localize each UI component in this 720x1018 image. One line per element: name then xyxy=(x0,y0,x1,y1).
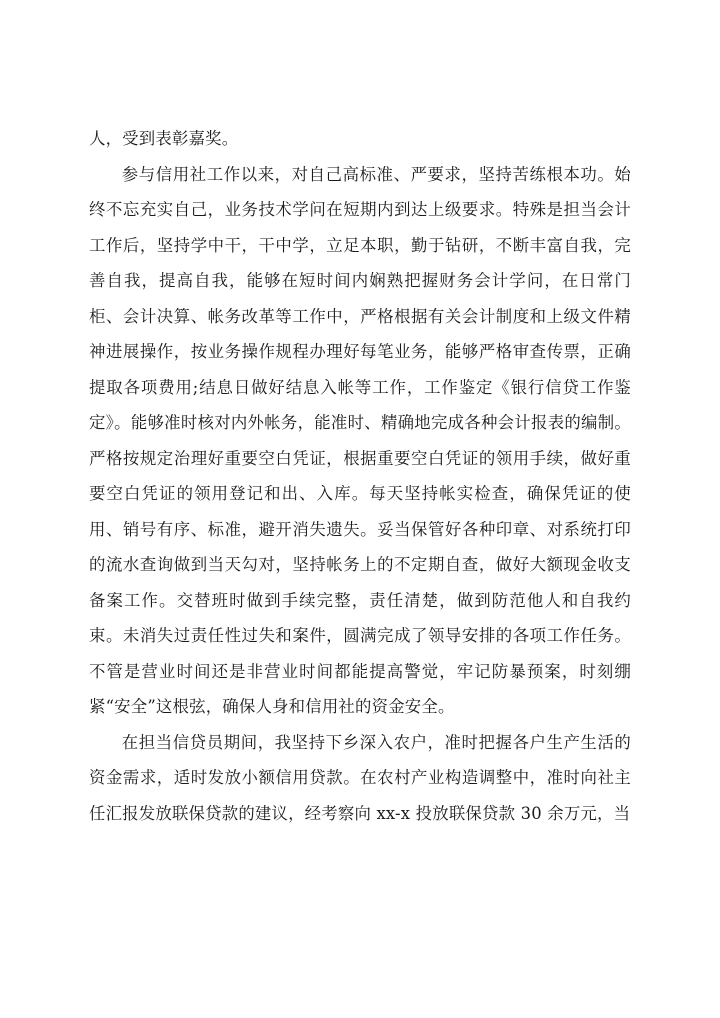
paragraph-credit-officer: 在担当信贷员期间，我坚持下乡深入农户，准时把握各户生产生活的资金需求，适时发放小额信用贷款。在农村产业构造调整中，准时向社主任汇报发放联保贷款的建议，经考察向 xx-x 投放联保贷款 30 余万元，当 xyxy=(89,732,631,823)
paragraph-accounting-work: 参与信用社工作以来，对自己高标准、严要求，坚持苦练根本功。始终不忘充实自己，业务技术学问在短期内到达上级要求。特殊是担当会计工作后，坚持学中干，干中学，立足本职，勤于钻研，不断丰富自我，完善自我，提高自我，能够在短时间内娴熟把握财务会计学问，在日常门柜、会计决算、帐务改革等工作中，严格根据有关会计制度和上级文件精神进展操作，按业务操作规程办理好每笔业务，能够严格审查传票，正确提取各项费用;结息日做好结息入帐等工作，工作鉴定《银行信贷工作鉴定》。能够准时核对内外帐务，能准时、精确地完成各种会计报表的编制。严格按规定治理好重要空白凭证，根据重要空白凭证的领用手续，做好重要空白凭证的领用登记和出、入库。每天坚持帐实检查，确保凭证的使用、销号有序、标准，避开消失遗失。妥当保管好各种印章、对系统打印的流水查询做到当天勾对，坚持帐务上的不定期自查，做好大额现金收支备案工作。交替班时做到手续完整，责任清楚，做到防范他人和自我约束。未消失过责任性过失和案件，圆满完成了领导安排的各项工作任务。不管是营业时间还是非营业时间都能提高警觉，牢记防暴预案，时刻绷紧“安全”这根弦，确保人身和信用社的资金安全。 xyxy=(89,164,631,716)
document-body xyxy=(89,121,631,831)
paragraph-continuation: 人，受到表彰嘉奖。 xyxy=(89,129,239,148)
